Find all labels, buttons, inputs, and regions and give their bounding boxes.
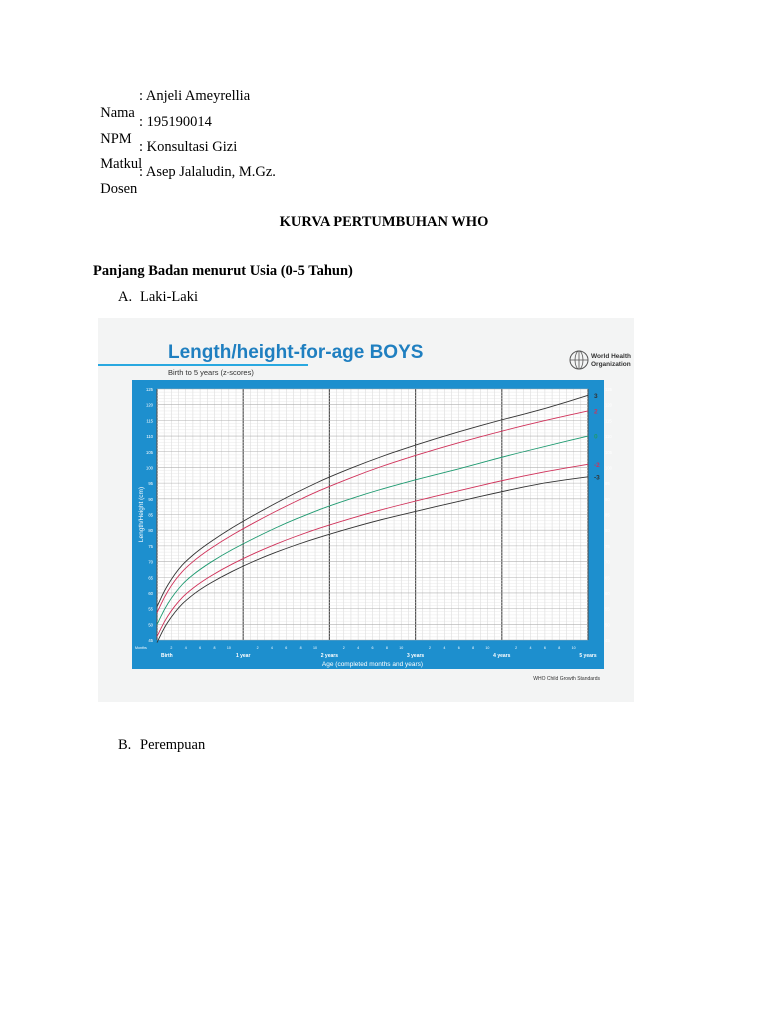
- y-tick-label-right: 60: [605, 590, 610, 596]
- month-tick-label: 8: [558, 646, 561, 650]
- month-tick-label: 8: [472, 646, 475, 650]
- who-org-name-line1: World Health: [591, 353, 631, 360]
- y-tick-label: 95: [148, 481, 153, 487]
- y-tick-label: 75: [148, 543, 153, 549]
- month-tick-label: 10: [226, 646, 231, 650]
- subsection-label: Laki-Laki: [140, 289, 198, 305]
- y-tick-label-right: 95: [605, 481, 610, 487]
- list-marker: B.: [118, 737, 132, 753]
- months-row-label: Months: [135, 646, 147, 650]
- y-tick-label-right: 105: [605, 449, 612, 455]
- meta-value: : Konsultasi Gizi: [139, 139, 238, 155]
- month-tick-label: 6: [543, 646, 546, 650]
- month-tick-label: 10: [399, 646, 404, 650]
- meta-label: Nama: [100, 105, 135, 121]
- y-tick-label-right: 65: [605, 575, 610, 581]
- y-tick-label-right: 90: [605, 496, 610, 502]
- month-tick-label: 6: [371, 646, 374, 650]
- document-title: KURVA PERTUMBUHAN WHO: [279, 214, 489, 230]
- month-tick-label: 4: [443, 646, 446, 650]
- month-tick-label: 4: [529, 646, 532, 650]
- month-tick-label: 4: [184, 646, 187, 650]
- month-tick-label: 4: [270, 646, 273, 650]
- y-tick-label-right: 45: [605, 638, 610, 643]
- year-tick-label: 3 years: [406, 653, 425, 659]
- month-tick-label: 6: [199, 646, 202, 650]
- y-tick-label: 55: [148, 606, 153, 612]
- section-title: Panjang Badan menurut Usia (0-5 Tahun): [93, 263, 353, 279]
- y-tick-label-right: 110: [605, 434, 612, 440]
- month-tick-label: 6: [285, 646, 288, 650]
- y-tick-label-right: 120: [605, 402, 612, 408]
- who-logo-icon: [570, 351, 588, 369]
- curve-label-0: 0: [594, 433, 598, 441]
- year-tick-label: Birth: [161, 653, 173, 659]
- chart-title: Length/height-for-age BOYS: [168, 342, 424, 363]
- y-tick-label-right: 50: [605, 622, 610, 628]
- meta-value: : Asep Jalaludin, M.Gz.: [139, 164, 276, 180]
- list-marker: A.: [118, 289, 133, 305]
- y-tick-label: 70: [148, 559, 153, 565]
- meta-label: NPM: [100, 131, 132, 147]
- month-tick-label: 8: [299, 646, 302, 650]
- y-tick-label-right: 85: [605, 512, 610, 518]
- y-tick-label-right: 125: [605, 387, 612, 392]
- y-tick-label: 110: [146, 434, 153, 440]
- y-tick-label: 125: [146, 387, 153, 392]
- month-tick-label: 10: [313, 646, 318, 650]
- year-tick-label: 1 year: [235, 653, 251, 659]
- curve-label-2: 2: [594, 408, 598, 416]
- y-tick-label: 90: [148, 496, 153, 502]
- month-tick-label: 10: [571, 646, 576, 650]
- y-tick-label: 65: [148, 575, 153, 581]
- curve-label--2: -2: [594, 461, 600, 469]
- meta-label: Dosen: [100, 181, 138, 197]
- who-org-name-line2: Organization: [591, 361, 631, 368]
- month-tick-label: 2: [170, 646, 173, 650]
- month-tick-label: 6: [457, 646, 460, 650]
- chart-footer: WHO Child Growth Standards: [533, 676, 600, 682]
- y-tick-label-right: 55: [605, 606, 610, 612]
- month-tick-label: 8: [213, 646, 216, 650]
- y-tick-label: 85: [148, 512, 153, 518]
- who-growth-chart: [98, 318, 634, 702]
- curve-label--3: -3: [594, 474, 600, 482]
- y-tick-label: 60: [148, 590, 153, 596]
- curve-label-3: 3: [594, 392, 598, 400]
- y-tick-label-right: 100: [605, 465, 612, 471]
- y-tick-label: 120: [146, 402, 153, 408]
- month-tick-label: 2: [342, 646, 345, 650]
- y-tick-label: 80: [148, 528, 153, 534]
- year-tick-label: 5 years: [579, 653, 597, 659]
- y-tick-label: 105: [146, 449, 153, 455]
- subsection-laki-laki: [118, 289, 198, 306]
- year-tick-label: 4 years: [493, 653, 511, 659]
- meta-value: : Anjeli Ameyrellia: [139, 88, 251, 104]
- month-tick-label: 4: [357, 646, 360, 650]
- plot-area: [135, 387, 613, 668]
- y-tick-label: 115: [146, 418, 153, 424]
- y-tick-label-right: 70: [605, 559, 610, 565]
- year-tick-label: 2 years: [320, 653, 339, 659]
- y-tick-label-right: 75: [605, 543, 610, 549]
- month-tick-label: 2: [256, 646, 259, 650]
- meta-value: : 195190014: [139, 114, 212, 130]
- subsection-perempuan: [118, 737, 205, 754]
- x-axis-label: Age (completed months and years): [321, 661, 424, 668]
- who-growth-chart-figure: [98, 318, 634, 702]
- y-tick-label-right: 80: [605, 528, 610, 534]
- y-axis-label: Length/Height (cm): [138, 486, 145, 543]
- month-tick-label: 10: [485, 646, 490, 650]
- subsection-label: Perempuan: [140, 737, 206, 753]
- chart-subtitle: Birth to 5 years (z-scores): [168, 368, 254, 377]
- y-tick-label: 45: [148, 638, 153, 643]
- y-tick-label: 100: [146, 465, 153, 471]
- y-tick-label-right: 115: [605, 418, 612, 424]
- month-tick-label: 2: [515, 646, 518, 650]
- header-accent-bar: [98, 364, 308, 366]
- month-tick-label: 8: [385, 646, 388, 650]
- y-tick-label: 50: [148, 622, 153, 628]
- month-tick-label: 2: [428, 646, 431, 650]
- meta-label: Matkul: [100, 156, 143, 172]
